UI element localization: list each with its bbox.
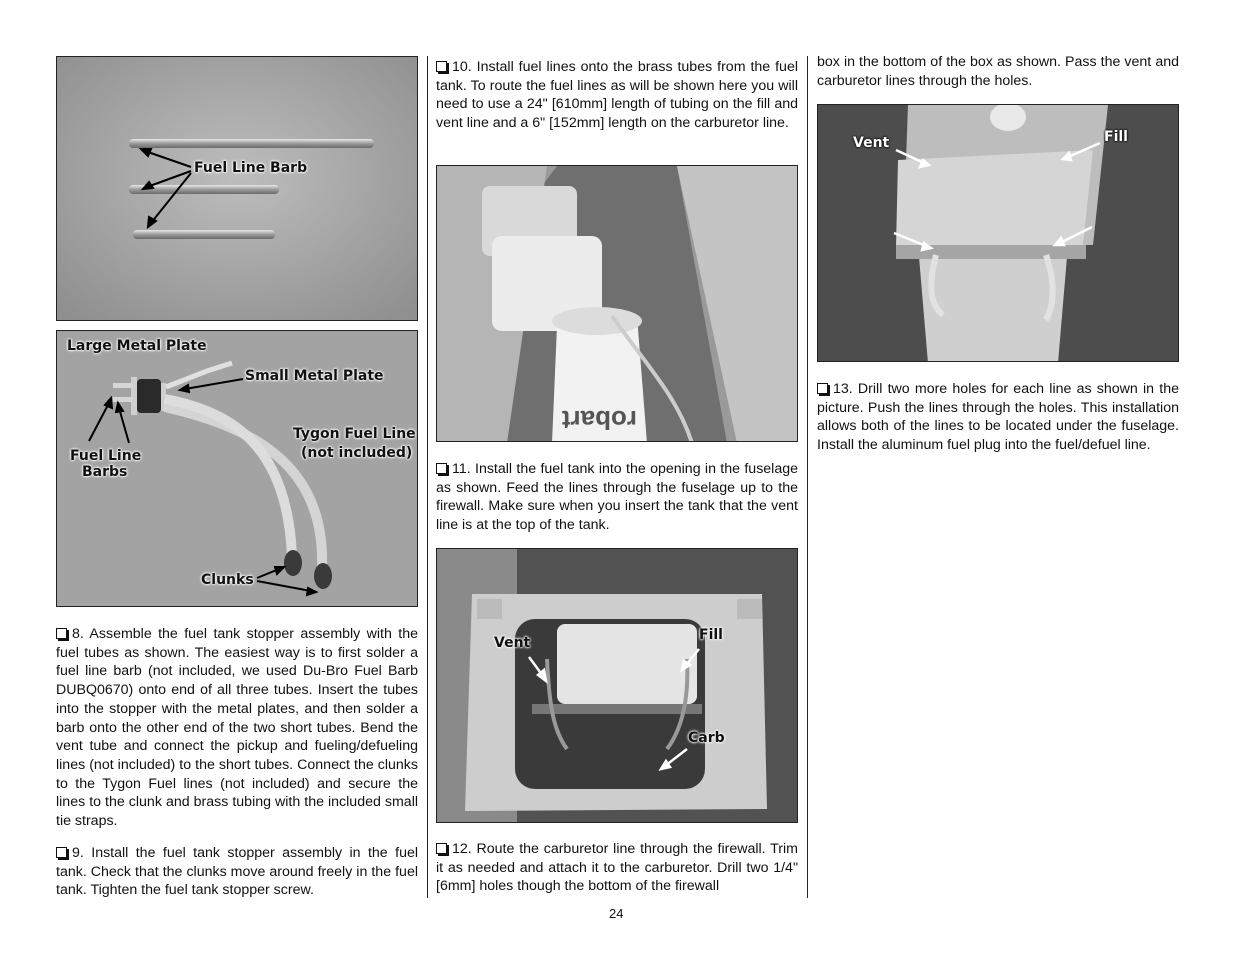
step-10-text: 10. Install fuel lines onto the brass tubes from the fuel tank. To route the fuel lines as will be shown here you will need to use a 24" [610mm] length of tubing on the fill and vent line and a 6" [152mm] length on the carburetor line.	[436, 59, 798, 132]
fuel-line-barb-label: Fuel Line Barb	[194, 160, 308, 176]
fuel-line-label: Fuel Line	[70, 448, 142, 464]
step-12-continued-text: box in the bottom of the box as shown. Pass the vent and carburetor lines through the holes.	[817, 54, 1179, 89]
step-12-paragraph	[436, 840, 798, 896]
small-metal-plate-label: Small Metal Plate	[245, 368, 384, 384]
checkbox-icon[interactable]	[436, 463, 447, 474]
fuselage-interior-photo	[436, 165, 798, 442]
fuel-line-barb-photo	[56, 56, 418, 321]
svg-text:robart: robart	[561, 405, 637, 435]
step-11-paragraph	[436, 460, 798, 535]
vent-label: Vent	[494, 635, 531, 651]
step-8-paragraph	[56, 625, 418, 831]
carb-label: Carb	[688, 730, 725, 746]
step-11-text: 11. Install the fuel tank into the opening in the fuselage as shown. Feed the lines through the fuselage up to the firewall. Make sure when you insert the tank that the vent line is at the top of the tank.	[436, 461, 798, 534]
checkbox-icon[interactable]	[817, 383, 828, 394]
checkbox-icon[interactable]	[436, 61, 447, 72]
fill-label: Fill	[699, 627, 723, 643]
step-13-text: 13. Drill two more holes for each line as shown in the picture. Push the lines through the holes. This installation allows both of the lines to be located under the fuselage. Install the aluminum fuel plug into the fuel/defuel line.	[817, 381, 1179, 454]
vent-label: Vent	[853, 135, 890, 151]
large-metal-plate-label: Large Metal Plate	[67, 338, 207, 354]
column-divider-right	[807, 56, 808, 898]
step-13-paragraph	[817, 380, 1179, 455]
checkbox-icon[interactable]	[56, 628, 67, 639]
tank-installed-photo	[436, 548, 798, 823]
not-included-label: (not included)	[301, 445, 413, 461]
barbs-label: Barbs	[82, 464, 128, 480]
tygon-fuel-line-label: Tygon Fuel Line	[293, 426, 416, 442]
stopper-assembly-photo	[56, 330, 418, 607]
step-12-text: 12. Route the carburetor line through the firewall. Trim it as needed and attach it to the carburetor. Drill two 1/4" [6mm] holes though the bottom of the firewall	[436, 841, 798, 895]
column-divider-left	[427, 56, 428, 898]
step-8-text: 8. Assemble the fuel tank stopper assembly with the fuel tubes as shown. The easiest way is to first solder a fuel line barb (not included, we used Du-Bro Fuel Barb DUBQ0670) onto end of all three tubes. Insert the tubes into the stopper with the metal plates, and then solder a barb onto the other end of the two short tubes. Bend the vent tube and connect the pickup and fueling/defueling lines (not included) to the short tubes. Connect the clunks to the Tygon Fuel lines (not included) and secure the lines to the clunk and brass tubing with the included small tie straps.	[56, 626, 418, 830]
clunks-label: Clunks	[201, 572, 254, 588]
step-12-continued-paragraph	[817, 53, 1179, 90]
step-10-paragraph	[436, 58, 798, 133]
step-9-paragraph	[56, 844, 418, 900]
fuselage-bottom-photo	[817, 104, 1179, 362]
step-9-text: 9. Install the fuel tank stopper assembly in the fuel tank. Check that the clunks move around freely in the fuel tank. Tighten the fuel tank stopper screw.	[56, 845, 418, 899]
checkbox-icon[interactable]	[56, 847, 67, 858]
checkbox-icon[interactable]	[436, 843, 447, 854]
fill-label: Fill	[1104, 129, 1128, 145]
page-number: 24	[609, 906, 624, 921]
